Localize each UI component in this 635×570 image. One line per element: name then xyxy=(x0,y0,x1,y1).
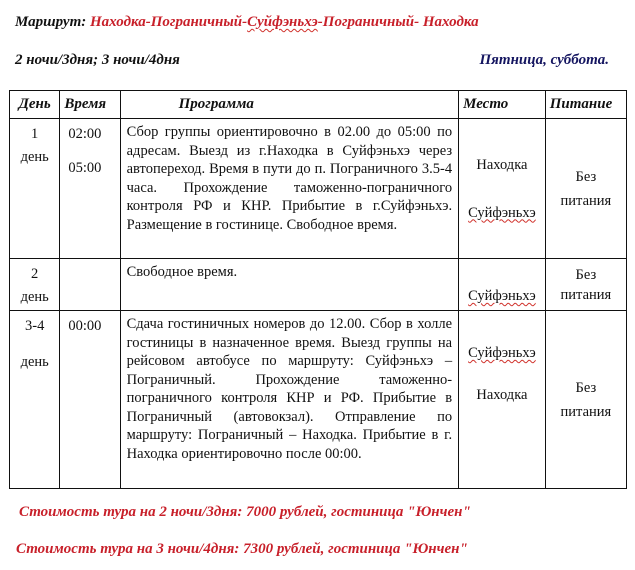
column-header-time: Время xyxy=(60,91,120,119)
column-header-program: Программа xyxy=(120,91,458,119)
day-cell xyxy=(10,259,60,311)
route-label: Маршрут: xyxy=(15,14,87,30)
time-value: 02:00 xyxy=(68,126,102,142)
price-line-2-nights: Стоимость тура на 2 ночи/3дня: 7000 рублей, гостиница "Юнчен" xyxy=(19,504,471,520)
program-cell: Сбор группы ориентировочно в 02.00 до 05:00 по адресам. Выезд из г.Находка в Суйфэньхэ через автопереход. Время в пути до п. Пограничного 3.5-4 часа. Прохождение таможенно-пограничного контроля РФ и КНР. Прибытие в г.Суйфэньхэ. Размещение в гостинице. Свободное время. xyxy=(120,119,458,259)
place-cell xyxy=(459,259,546,311)
food-cell xyxy=(545,311,626,489)
program-table xyxy=(9,90,627,489)
place-value: Суйфэньхэ xyxy=(468,288,536,304)
route-line xyxy=(15,14,479,31)
food-value: Без xyxy=(575,379,597,396)
day-word: день xyxy=(20,289,49,305)
route-value xyxy=(90,14,479,30)
food-value: питания xyxy=(560,192,612,209)
day-cell xyxy=(10,119,60,259)
place-cell xyxy=(459,119,546,259)
food-value: Без xyxy=(575,266,597,283)
place-cell xyxy=(459,311,546,489)
place-value: Суйфэньхэ xyxy=(468,345,536,361)
place-value: Находка xyxy=(476,156,528,173)
table-header-row xyxy=(10,91,627,119)
route-part: -Пограничный- Находка xyxy=(317,14,479,30)
time-cell xyxy=(60,259,120,311)
column-header-day: День xyxy=(10,91,60,119)
food-value: питания xyxy=(560,286,612,303)
food-cell xyxy=(545,119,626,259)
route-part-city: Суйфэньхэ xyxy=(247,14,318,30)
day-number: 3-4 xyxy=(25,318,45,334)
food-cell xyxy=(545,259,626,311)
route-part: Находка-Пограничный- xyxy=(90,14,248,30)
column-header-food: Питание xyxy=(545,91,626,119)
day-number: 2 xyxy=(31,266,39,282)
day-word: день xyxy=(20,149,49,165)
place-value: Находка xyxy=(476,387,528,403)
time-cell xyxy=(60,311,120,489)
tour-duration: 2 ночи/3дня; 3 ночи/4дня xyxy=(15,52,180,68)
table-row xyxy=(10,311,627,489)
food-value: Без xyxy=(575,168,597,185)
time-cell xyxy=(60,119,120,259)
day-number: 1 xyxy=(31,126,39,142)
day-word: день xyxy=(20,354,49,370)
day-cell xyxy=(10,311,60,489)
departure-days: Пятница, суббота. xyxy=(479,52,609,68)
program-cell: Свободное время. xyxy=(120,259,458,311)
food-value: питания xyxy=(560,403,612,420)
price-line-3-nights: Стоимость тура на 3 ночи/4дня: 7300 рублей, гостиница "Юнчен" xyxy=(16,541,468,557)
program-cell: Сдача гостиничных номеров до 12.00. Сбор в холле гостиницы в назначенное время. Выезд группы на рейсовом автобусе по маршруту: Суйфэньхэ – Пограничный. Прохождение таможенно-пограничного контроля КНР и РФ. Прибытие в Пограничный (автовокзал). Отправление по маршруту: Пограничный – Находка. Прибытие в г. Находка ориентировочно после 00:00. xyxy=(120,311,458,489)
time-value: 00:00 xyxy=(68,318,102,334)
time-value: 05:00 xyxy=(68,160,102,176)
table-row xyxy=(10,259,627,311)
table-row xyxy=(10,119,627,259)
place-value: Суйфэньхэ xyxy=(468,204,536,221)
column-header-place: Место xyxy=(459,91,546,119)
